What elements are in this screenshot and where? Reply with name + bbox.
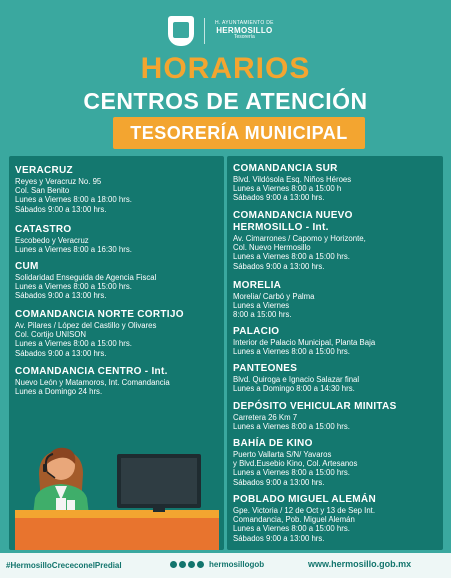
location-line: Sábados 9:00 a 13:00 hrs. <box>233 193 325 203</box>
location-bahia-de-kino <box>233 438 439 487</box>
youtube-icon[interactable] <box>197 561 204 568</box>
twitter-icon[interactable] <box>188 561 195 568</box>
logo-city: HERMOSILLO <box>216 25 273 35</box>
location-comandancia-sur <box>233 163 439 203</box>
location-line: Morelia/ Carbó y Palma <box>233 292 315 301</box>
location-line: Lunes a Viernes 8:00 a 15:00 hrs. <box>15 282 132 292</box>
location-line: Sábados 9:00 a 13:00 hrs. <box>233 477 325 487</box>
location-line: Puerto Vallarta S/N/ Yavaros <box>233 450 332 459</box>
facebook-icon[interactable] <box>170 561 177 568</box>
location-line: Lunes a Viernes 8:00 a 16:30 hrs. <box>15 245 132 255</box>
title-centros: CENTROS DE ATENCIÓN <box>83 88 368 114</box>
title-tesoreria: TESORERÍA MUNICIPAL <box>130 122 348 143</box>
location-line: Sábados 9:00 a 13:00 hrs. <box>15 291 107 301</box>
computer-monitor-icon <box>117 454 201 512</box>
logo-small: H. AYUNTAMIENTO DE <box>215 20 274 27</box>
location-cum <box>15 261 220 301</box>
logo <box>168 16 274 46</box>
location-title: COMANDANCIA SUR <box>233 163 338 174</box>
location-poblado-miguel-aleman <box>233 494 439 543</box>
location-catastro <box>15 224 220 254</box>
location-comandancia-norte <box>15 309 220 358</box>
location-line: y Blvd.Eusebio Kino, Col. Artesanos <box>233 459 358 469</box>
desk-icon <box>15 510 219 550</box>
location-title: CATASTRO <box>15 224 72 235</box>
instagram-icon[interactable] <box>179 561 186 568</box>
location-line: Nuevo León y Matamoros, Int. Comandancia <box>15 378 170 387</box>
location-line: Lunes a Viernes 8:00 a 15:00 h <box>233 184 342 194</box>
location-line: Col. Cortijo UNISON <box>15 330 87 340</box>
location-line: Lunes a Viernes 8:00 a 18:00 hrs. <box>15 195 132 205</box>
location-title: PALACIO <box>233 326 280 337</box>
location-line: Lunes a Domingo 8:00 a 14:30 hrs. <box>233 384 355 394</box>
location-line: Sábados 9:00 a 13:00 hrs. <box>15 348 107 358</box>
location-title: COMANDANCIA NORTE CORTIJO <box>15 309 184 320</box>
location-line: Lunes a Domingo 24 hrs. <box>15 387 103 397</box>
location-line: Lunes a Viernes 8:00 a 15:00 hrs. <box>233 347 350 357</box>
location-title: COMANDANCIA NUEVO <box>233 210 353 221</box>
location-line: Av. Cimarrones / Capomo y Horizonte, <box>233 234 366 243</box>
location-line: Sábados 9:00 a 13:00 hrs. <box>233 533 325 543</box>
location-morelia <box>233 280 439 320</box>
location-title: MORELIA <box>233 280 282 291</box>
location-line: Sábados 9:00 a 13:00 hrs. <box>15 204 107 214</box>
location-veracruz <box>15 165 220 214</box>
location-title: POBLADO MIGUEL ALEMÁN <box>233 494 376 505</box>
location-title: COMANDANCIA CENTRO - Int. <box>15 366 168 377</box>
location-line: Reyes y Veracruz No. 95 <box>15 177 102 186</box>
location-line: Lunes a Viernes 8:00 a 15:00 hrs. <box>233 524 350 534</box>
right-panel <box>227 156 443 550</box>
social-handle[interactable]: hermosillogob <box>209 560 265 569</box>
city-shield-icon <box>168 16 194 46</box>
location-line: Comandancia, Pob. Miguel Alemán <box>233 515 355 525</box>
logo-divider <box>204 18 205 44</box>
footer <box>0 553 451 578</box>
location-line: Col. Nuevo Hermosillo <box>233 243 311 253</box>
footer-social[interactable] <box>170 560 264 569</box>
location-line: Col. San Benito <box>15 186 70 196</box>
location-line: Sábados 9:00 a 13:00 hrs. <box>233 261 325 271</box>
location-line: Lunes a Viernes <box>233 301 290 311</box>
location-line: 8:00 a 15:00 hrs. <box>233 310 292 320</box>
title-horarios: HORARIOS <box>140 52 311 85</box>
cup-icon <box>67 500 75 510</box>
location-line: Blvd. Quiroga e Ignacio Salazar final <box>233 375 360 384</box>
location-title: VERACRUZ <box>15 165 73 176</box>
header <box>0 0 451 160</box>
location-line: Escobedo y Veracruz <box>15 236 89 245</box>
location-title: DEPÓSITO VEHICULAR MINITAS <box>233 401 397 412</box>
footer-hashtag: #HermosilloCrececonelPredial <box>6 561 122 570</box>
location-panteones <box>233 363 439 393</box>
location-comandancia-nuevo-hermosillo <box>233 210 439 271</box>
location-title: BAHÍA DE KINO <box>233 438 313 449</box>
footer-website-link[interactable]: www.hermosillo.gob.mx <box>308 559 412 569</box>
title-tesoreria-bar <box>113 117 365 149</box>
location-line: Blvd. Vildósola Esq. Niños Héroes <box>233 175 352 184</box>
location-deposito-vehicular <box>233 401 439 431</box>
location-line: Lunes a Viernes 8:00 a 15:00 hrs. <box>233 252 350 262</box>
location-line: Lunes a Viernes 8:00 a 15:00 hrs. <box>233 468 350 478</box>
location-line: Solidaridad Enseguida de Agencia Fiscal <box>15 273 157 282</box>
location-comandancia-centro <box>15 366 220 396</box>
location-line: Interior de Palacio Municipal, Planta Baja <box>233 338 376 347</box>
office-worker-illustration <box>9 404 224 550</box>
location-line: Lunes a Viernes 8:00 a 15:00 hrs. <box>233 422 350 432</box>
location-line: Gpe. Victoria / 12 de Oct y 13 de Sep Int. <box>233 506 376 515</box>
location-title-line2: HERMOSILLO - Int. <box>233 222 329 233</box>
location-line: Av. Pilares / López del Castillo y Olivares <box>15 321 157 330</box>
location-title: CUM <box>15 261 39 272</box>
location-title: PANTEONES <box>233 363 298 374</box>
location-line: Lunes a Viernes 8:00 a 15:00 hrs. <box>15 339 132 349</box>
logo-text <box>215 21 274 41</box>
location-line: Carretera 26 Km 7 <box>233 413 298 422</box>
logo-sub: Tesorería <box>233 34 255 41</box>
location-palacio <box>233 326 439 356</box>
